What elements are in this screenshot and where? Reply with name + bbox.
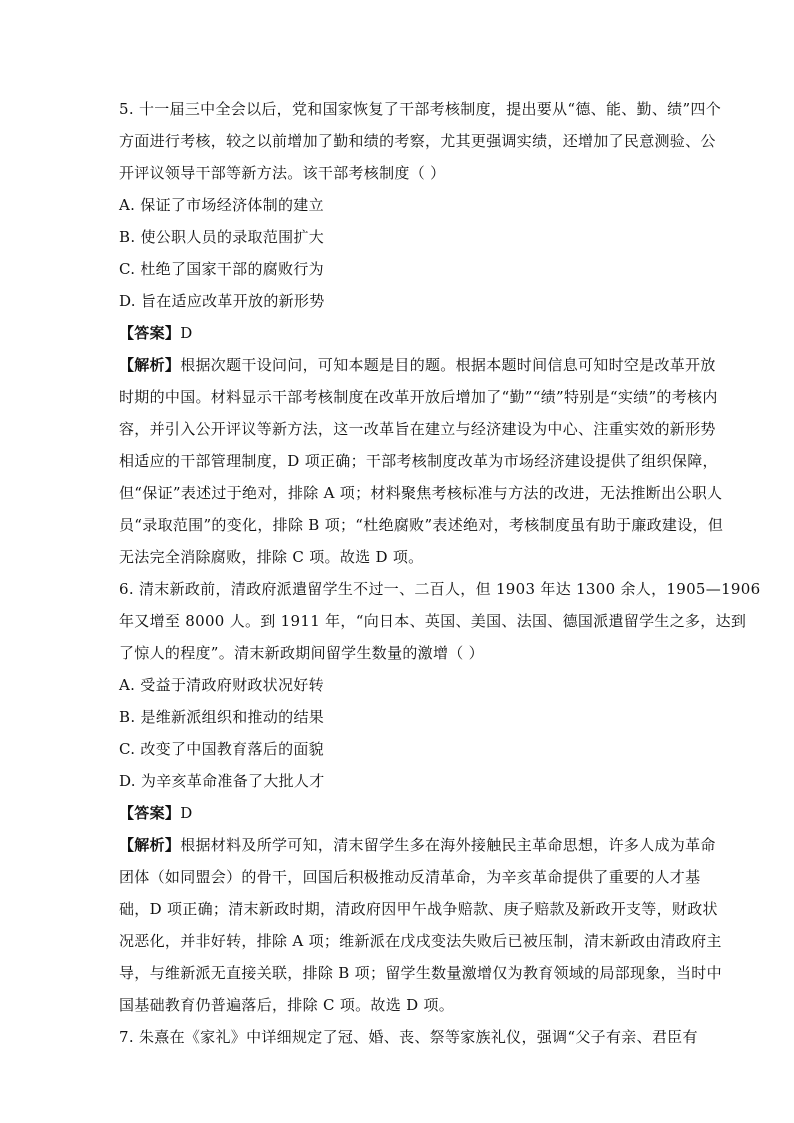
- option-d: D. 为辛亥革命准备了大批人才: [119, 772, 325, 790]
- option-a: A. 保证了市场经济体制的建立: [119, 196, 324, 214]
- question-stem-line: 7. 朱熹在《家礼》中详细规定了冠、婚、丧、祭等家族礼仪，强调“父子有亲、君臣有: [119, 1028, 698, 1046]
- analysis-text: 根据材料及所学可知，清末留学生多在海外接触民主革命思想，许多人成为革命: [180, 836, 716, 854]
- option-c: C. 杜绝了国家干部的腐败行为: [119, 260, 324, 278]
- option-b: B. 是维新派组织和推动的结果: [119, 708, 325, 726]
- answer-value: D: [180, 324, 193, 342]
- analysis-text-line: 时期的中国。材料显示干部考核制度在改革开放后增加了“勤”“绩”特别是“实绩”的考核内: [119, 388, 718, 406]
- answer-line: [119, 322, 679, 354]
- answer-value: D: [180, 804, 193, 822]
- option-c: C. 改变了中国教育落后的面貌: [119, 740, 324, 758]
- question-stem-line: 5. 十一届三中全会以后，党和国家恢复了干部考核制度，提出要从“德、能、勤、绩”四个: [119, 100, 722, 118]
- analysis-text-line: 导，与维新派无直接关联，排除 B 项；留学生数量激增仅为教育领域的局部现象，当时中: [119, 964, 722, 982]
- document-page: [119, 98, 761, 1058]
- analysis-text-line: 容，并引入公开评议等新方法，这一改革旨在建立与经济建设为中心、注重实效的新形势: [119, 420, 716, 438]
- analysis-tag: 【解析】: [119, 356, 181, 374]
- analysis-text-line: 但“保证”表述过于绝对，排除 A 项；材料聚焦考核标准与方法的改进，无法推断出公职人: [119, 484, 723, 502]
- analysis-text: 根据次题干设问问，可知本题是目的题。根据本题时间信息可知时空是改革开放: [180, 356, 716, 374]
- question-stem-line: 年又增至 8000 人。到 1911 年，“向日本、英国、美国、法国、德国派遣留学生之多，达到: [119, 612, 747, 630]
- analysis-text-line: 础，D 项正确；清末新政时期，清政府因甲午战争赔款、庚子赔款及新政开支等，财政状: [119, 900, 718, 918]
- question-stem-line: 开评议领导干部等新方法。该干部考核制度（ ）: [119, 164, 446, 182]
- answer-tag: 【答案】: [119, 804, 181, 822]
- analysis-line: [119, 354, 716, 386]
- analysis-text-line: 团体（如同盟会）的骨干，回国后积极推动反清革命，为辛亥革命提供了重要的人才基: [119, 868, 701, 886]
- analysis-tag: 【解析】: [119, 836, 181, 854]
- analysis-text-line: 国基础教育仍普遍落后，排除 C 项。故选 D 项。: [119, 996, 455, 1014]
- analysis-text-line: 员“录取范围”的变化，排除 B 项；“杜绝腐败”表述绝对，考核制度虽有助于廉政建设，但: [119, 516, 724, 534]
- question-5: [119, 98, 724, 578]
- option-d: D. 旨在适应改革开放的新形势: [119, 292, 325, 310]
- question-stem-line: 6. 清末新政前，清政府派遣留学生不过一、二百人，但 1903 年达 1300 余人，1905—1906: [119, 580, 761, 598]
- question-stem-line: 了惊人的程度”。清末新政期间留学生数量的激增（ ）: [119, 644, 484, 662]
- option-a: A. 受益于清政府财政状况好转: [119, 676, 324, 694]
- analysis-text-line: 无法完全消除腐败，排除 C 项。故选 D 项。: [119, 548, 424, 566]
- option-b: B. 使公职人员的录取范围扩大: [119, 228, 325, 246]
- analysis-line: [119, 834, 716, 866]
- question-7: [119, 1026, 698, 1058]
- analysis-text-line: 况恶化，并非好转，排除 A 项；维新派在戊戌变法失败后已被压制，清末新政由清政府主: [119, 932, 722, 950]
- answer-tag: 【答案】: [119, 324, 181, 342]
- question-6: [119, 578, 761, 1026]
- analysis-text-line: 相适应的干部管理制度，D 项正确；干部考核制度改革为市场经济建设提供了组织保障，: [119, 452, 718, 470]
- answer-line: [119, 802, 679, 834]
- question-stem-line: 方面进行考核，较之以前增加了勤和绩的考察，尤其更强调实绩，还增加了民意测验、公: [119, 132, 716, 150]
